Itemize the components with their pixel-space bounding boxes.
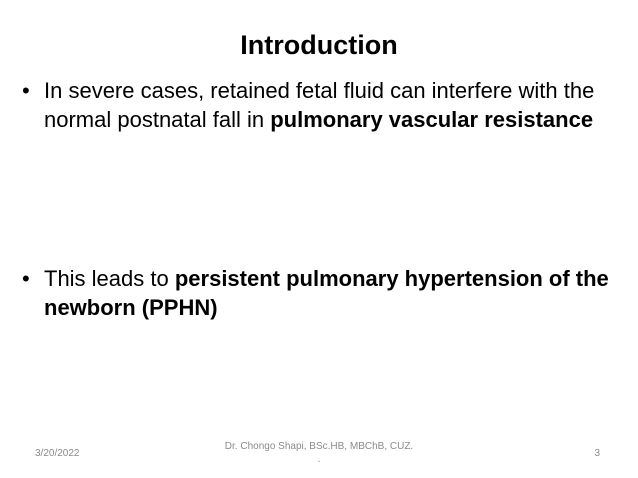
footer-author-line: Dr. Chongo Shapi, BSc.HB, MBChB, CUZ. (224, 441, 414, 452)
bullet-bold-text: pulmonary vascular resistance (270, 107, 594, 132)
footer-author (0, 440, 638, 466)
bullet-item (20, 76, 620, 134)
bullet-list-1 (20, 76, 620, 134)
bullet-item (20, 264, 620, 322)
bullet-list-2 (20, 264, 620, 322)
footer-date: 3/20/2022 (35, 448, 80, 459)
footer-page-number: 3 (594, 448, 600, 459)
bullet-text: In severe cases, retained fetal fluid can interfere with the normal postnatal fall in (44, 78, 595, 132)
bullet-icon: • (22, 78, 30, 103)
bullet-icon: • (22, 266, 30, 291)
bullet-bold-text: persistent pulmonary hypertension of the newborn (PPHN) (44, 266, 609, 320)
bullet-text: This leads to (44, 266, 175, 291)
footer-author-line-2: . (317, 454, 321, 465)
slide-title: Introduction (240, 30, 398, 60)
